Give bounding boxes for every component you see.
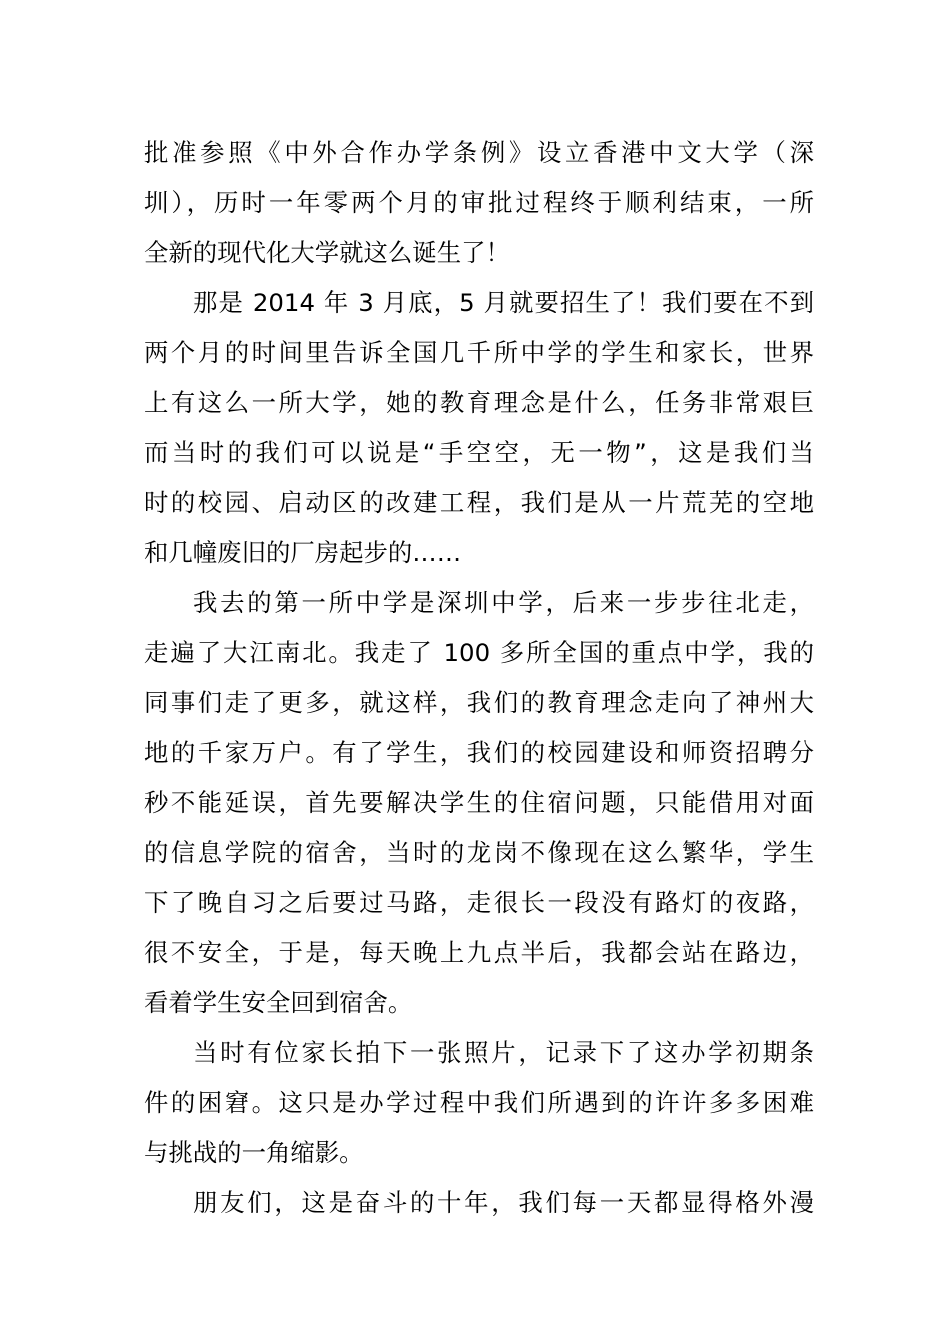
- text-line: 我去的第一所中学是深圳中学，后来一步步往北走，: [193, 588, 814, 617]
- text-line: 与挑战的一角缩影。: [144, 1138, 364, 1167]
- text-line: 当时有位家长拍下一张照片，记录下了这办学初期条: [193, 1038, 814, 1067]
- text-line: 时的校园、启动区的改建工程，我们是从一片荒芜的空地: [144, 488, 814, 517]
- text-line: 走遍了大江南北。我走了 100 多所全国的重点中学，我的: [144, 638, 814, 667]
- text-line: 那是 2014 年 3 月底，5 月就要招生了！我们要在不到: [193, 288, 814, 317]
- text-line: 下了晚自习之后要过马路，走很长一段没有路灯的夜路，: [144, 888, 814, 917]
- text-line: 和几幢废旧的厂房起步的……: [144, 538, 462, 567]
- text-line: 朋友们，这是奋斗的十年，我们每一天都显得格外漫: [193, 1188, 814, 1217]
- text-line: 很不安全，于是，每天晚上九点半后，我都会站在路边，: [144, 938, 814, 967]
- text-line: 秒不能延误，首先要解决学生的住宿问题，只能借用对面: [144, 788, 814, 817]
- text-line: 的信息学院的宿舍，当时的龙岗不像现在这么繁华，学生: [144, 838, 814, 867]
- text-line: 全新的现代化大学就这么诞生了！: [144, 238, 510, 267]
- text-line: 地的千家万户。有了学生，我们的校园建设和师资招聘分: [144, 738, 814, 767]
- text-line: 批准参照《中外合作办学条例》设立香港中文大学（深: [144, 138, 814, 167]
- text-line: 件的困窘。这只是办学过程中我们所遇到的许许多多困难: [144, 1088, 814, 1117]
- text-line: 同事们走了更多，就这样，我们的教育理念走向了神州大: [144, 688, 814, 717]
- text-line: 看着学生安全回到宿舍。: [144, 988, 413, 1017]
- text-line: 圳），历时一年零两个月的审批过程终于顺利结束，一所: [144, 188, 814, 217]
- text-line: 两个月的时间里告诉全国几千所中学的学生和家长，世界: [144, 338, 814, 367]
- text-line: 而当时的我们可以说是“手空空，无一物”，这是我们当: [144, 438, 814, 467]
- text-line: 上有这么一所大学，她的教育理念是什么，任务非常艰巨: [144, 388, 814, 417]
- speech-text: [144, 128, 814, 1228]
